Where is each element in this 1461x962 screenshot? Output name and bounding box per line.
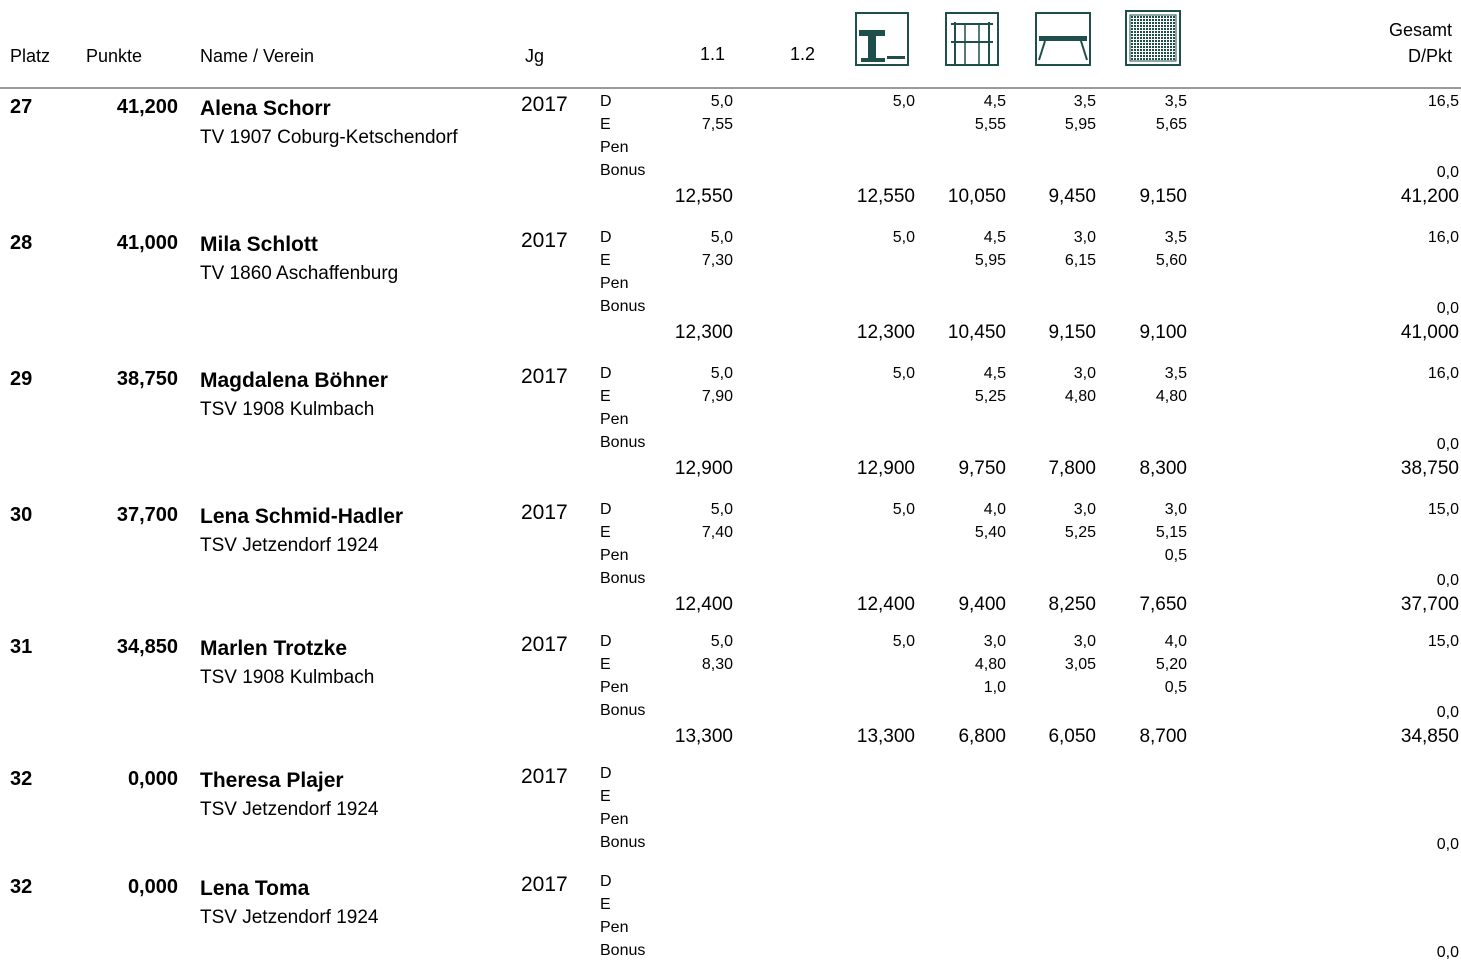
label-d: D <box>600 501 612 518</box>
rank: 32 <box>10 768 33 790</box>
apparatus-total: 10,050 <box>947 186 1006 207</box>
uneven-bars-icon <box>945 12 999 66</box>
label-e: E <box>600 252 611 269</box>
bonus-total: 0,0 <box>1436 164 1459 181</box>
label-bonus: Bonus <box>600 834 646 851</box>
col-header-gesamt: Gesamt <box>1388 20 1452 40</box>
points: 38,750 <box>116 368 178 390</box>
d-score: 5,0 <box>892 501 915 518</box>
label-d: D <box>600 873 612 890</box>
label-e: E <box>600 524 611 541</box>
row-total: 34,850 <box>1400 726 1459 747</box>
e-score: 5,25 <box>1064 524 1096 541</box>
label-bonus: Bonus <box>600 298 646 315</box>
d-score: 5,0 <box>892 365 915 382</box>
d-total: 16,0 <box>1427 365 1459 382</box>
e-score: 3,05 <box>1064 656 1096 673</box>
label-bonus: Bonus <box>600 942 646 959</box>
e-score: 6,15 <box>1064 252 1096 269</box>
club-name: TSV Jetzendorf 1924 <box>200 535 379 556</box>
d-score: 5,0 <box>710 501 733 518</box>
club-name: TSV Jetzendorf 1924 <box>200 799 379 820</box>
d-score: 5,0 <box>892 633 915 650</box>
points: 0,000 <box>127 768 178 790</box>
e-score: 4,80 <box>974 656 1006 673</box>
d-score: 3,0 <box>1073 365 1096 382</box>
row-total: 41,000 <box>1400 322 1459 343</box>
points: 37,700 <box>116 504 178 526</box>
e-score: 7,55 <box>701 116 733 133</box>
bonus-total: 0,0 <box>1436 436 1459 453</box>
label-e: E <box>600 116 611 133</box>
apparatus-total: 6,800 <box>958 726 1006 747</box>
d-score: 5,0 <box>892 93 915 110</box>
e-score: 5,60 <box>1155 252 1187 269</box>
e-score: 4,80 <box>1064 388 1096 405</box>
label-bonus: Bonus <box>600 570 646 587</box>
apparatus-total: 6,050 <box>1048 726 1096 747</box>
bonus-total: 0,0 <box>1436 836 1459 853</box>
athlete-name: Mila Schlott <box>200 233 318 256</box>
floor-mat-icon <box>1125 10 1181 66</box>
label-e: E <box>600 388 611 405</box>
label-bonus: Bonus <box>600 702 646 719</box>
label-pen: Pen <box>600 139 629 156</box>
apparatus-total: 8,250 <box>1048 594 1096 615</box>
label-pen: Pen <box>600 275 629 292</box>
label-d: D <box>600 365 612 382</box>
apparatus-total: 9,150 <box>1139 186 1187 207</box>
d-score: 4,5 <box>983 365 1006 382</box>
label-d: D <box>600 93 612 110</box>
d-score: 5,0 <box>710 229 733 246</box>
apparatus-total: 9,750 <box>958 458 1006 479</box>
col-header-punkte: Punkte <box>86 46 143 66</box>
d-score: 5,0 <box>710 365 733 382</box>
club-name: TSV 1908 Kulmbach <box>200 399 375 420</box>
d-score: 3,5 <box>1073 93 1096 110</box>
label-pen: Pen <box>600 811 629 828</box>
col-header-1-2: 1.2 <box>790 44 816 64</box>
label-pen: Pen <box>600 679 629 696</box>
apparatus-total: 8,300 <box>1139 458 1187 479</box>
apparatus-total: 13,300 <box>856 726 915 747</box>
e-score: 5,55 <box>974 116 1006 133</box>
row-total: 38,750 <box>1400 458 1459 479</box>
apparatus-total: 9,100 <box>1139 322 1187 343</box>
apparatus-total: 9,150 <box>1048 322 1096 343</box>
birth-year: 2017 <box>521 229 568 252</box>
e-score: 5,95 <box>1064 116 1096 133</box>
points: 41,200 <box>116 96 178 118</box>
penalty: 1,0 <box>983 679 1006 696</box>
rank: 30 <box>10 504 33 526</box>
col-header-jg: Jg <box>525 46 545 66</box>
d-score: 3,0 <box>1073 633 1096 650</box>
birth-year: 2017 <box>521 765 568 788</box>
apparatus-total: 10,450 <box>947 322 1006 343</box>
col-header-name: Name / Verein <box>200 46 315 66</box>
label-d: D <box>600 633 612 650</box>
col-header-1-1: 1.1 <box>700 44 726 64</box>
apparatus-total: 12,400 <box>856 594 915 615</box>
penalty: 0,5 <box>1164 679 1187 696</box>
apparatus-total: 9,400 <box>958 594 1006 615</box>
apparatus-total: 8,700 <box>1139 726 1187 747</box>
rank: 27 <box>10 96 33 118</box>
d-score: 3,5 <box>1164 365 1187 382</box>
e-score: 5,95 <box>974 252 1006 269</box>
birth-year: 2017 <box>521 93 568 116</box>
club-name: TSV 1908 Kulmbach <box>200 667 375 688</box>
d-score: 4,5 <box>983 229 1006 246</box>
club-name: TV 1907 Coburg-Ketschendorf <box>200 127 458 148</box>
d-score: 4,5 <box>983 93 1006 110</box>
apparatus-total: 12,550 <box>674 186 733 207</box>
rank: 29 <box>10 368 33 390</box>
apparatus-total: 12,900 <box>674 458 733 479</box>
e-score: 5,25 <box>974 388 1006 405</box>
d-score: 5,0 <box>710 93 733 110</box>
athlete-name: Alena Schorr <box>200 97 331 120</box>
athlete-name: Lena Schmid-Hadler <box>200 505 404 528</box>
col-header-platz: Platz <box>10 46 51 66</box>
apparatus-total: 12,550 <box>856 186 915 207</box>
birth-year: 2017 <box>521 633 568 656</box>
d-score: 3,0 <box>983 633 1006 650</box>
bonus-total: 0,0 <box>1436 944 1459 961</box>
vault-icon <box>855 12 909 66</box>
athlete-name: Marlen Trotzke <box>200 637 348 660</box>
e-score: 8,30 <box>701 656 733 673</box>
birth-year: 2017 <box>521 365 568 388</box>
label-d: D <box>600 765 612 782</box>
bonus-total: 0,0 <box>1436 704 1459 721</box>
points: 34,850 <box>116 636 178 658</box>
label-pen: Pen <box>600 547 629 564</box>
header-rule <box>0 87 1461 89</box>
athlete-name: Magdalena Böhner <box>200 369 388 392</box>
athlete-name: Theresa Plajer <box>200 769 344 792</box>
d-total: 16,0 <box>1427 229 1459 246</box>
d-score: 5,0 <box>892 229 915 246</box>
label-pen: Pen <box>600 919 629 936</box>
birth-year: 2017 <box>521 873 568 896</box>
points: 41,000 <box>116 232 178 254</box>
apparatus-total: 12,900 <box>856 458 915 479</box>
apparatus-total: 12,300 <box>856 322 915 343</box>
label-d: D <box>600 229 612 246</box>
penalty: 0,5 <box>1164 547 1187 564</box>
col-header-dpkt: D/Pkt <box>1407 46 1452 66</box>
d-score: 4,0 <box>1164 633 1187 650</box>
apparatus-total: 12,300 <box>674 322 733 343</box>
e-score: 5,40 <box>974 524 1006 541</box>
e-score: 4,80 <box>1155 388 1187 405</box>
d-score: 3,0 <box>1073 501 1096 518</box>
d-total: 15,0 <box>1427 633 1459 650</box>
rank: 31 <box>10 636 33 658</box>
bonus-total: 0,0 <box>1436 300 1459 317</box>
bonus-total: 0,0 <box>1436 572 1459 589</box>
e-score: 5,20 <box>1155 656 1187 673</box>
club-name: TV 1860 Aschaffenburg <box>200 263 399 284</box>
label-bonus: Bonus <box>600 434 646 451</box>
points: 0,000 <box>127 876 178 898</box>
e-score: 7,40 <box>701 524 733 541</box>
e-score: 5,15 <box>1155 524 1187 541</box>
d-score: 4,0 <box>983 501 1006 518</box>
apparatus-total: 7,650 <box>1139 594 1187 615</box>
rank: 32 <box>10 876 33 898</box>
d-total: 16,5 <box>1427 93 1459 110</box>
d-score: 3,0 <box>1164 501 1187 518</box>
apparatus-total: 13,300 <box>674 726 733 747</box>
d-total: 15,0 <box>1427 501 1459 518</box>
d-score: 5,0 <box>710 633 733 650</box>
d-score: 3,5 <box>1164 229 1187 246</box>
label-e: E <box>600 896 611 913</box>
athlete-name: Lena Toma <box>200 877 310 900</box>
apparatus-total: 12,400 <box>674 594 733 615</box>
apparatus-total: 9,450 <box>1048 186 1096 207</box>
birth-year: 2017 <box>521 501 568 524</box>
label-bonus: Bonus <box>600 162 646 179</box>
d-score: 3,0 <box>1073 229 1096 246</box>
e-score: 7,90 <box>701 388 733 405</box>
row-total: 37,700 <box>1400 594 1459 615</box>
d-score: 3,5 <box>1164 93 1187 110</box>
label-e: E <box>600 788 611 805</box>
apparatus-total: 7,800 <box>1048 458 1096 479</box>
club-name: TSV Jetzendorf 1924 <box>200 907 379 928</box>
row-total: 41,200 <box>1400 186 1459 207</box>
label-e: E <box>600 656 611 673</box>
label-pen: Pen <box>600 411 629 428</box>
rank: 28 <box>10 232 33 254</box>
e-score: 7,30 <box>701 252 733 269</box>
e-score: 5,65 <box>1155 116 1187 133</box>
balance-beam-icon <box>1035 12 1091 66</box>
